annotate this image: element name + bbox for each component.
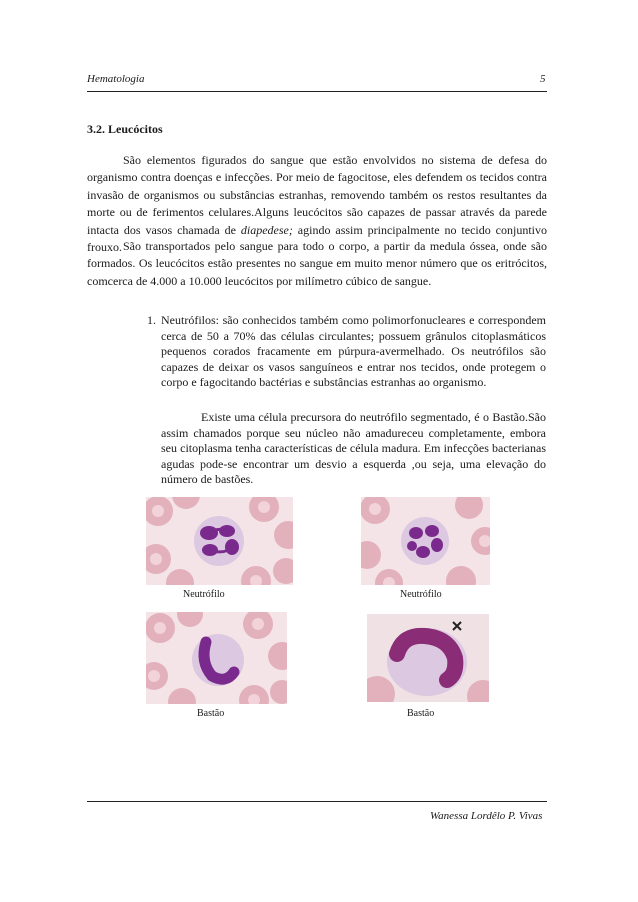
- footer-author: Wanessa Lordêlo P. Vivas: [430, 810, 543, 822]
- paragraph-text-end: agindo assim principalmente no tecido conjuntivo frouxo.: [87, 222, 548, 255]
- figure-caption: Neutrófilo: [400, 589, 442, 600]
- band-cell-image-1: [146, 612, 287, 704]
- figure-caption: Neutrófilo: [183, 589, 225, 600]
- list-item-neutrofilos: Neutrófilos: são conhecidos também como polimorfonucleares e correspondem cerca de 50 a 70% das células circulantes; possuem grânulos citoplasmáticos pequenos corados fracamente em púrpura-avermelhado. Os neutrófilos são capazes de deixar os vasos sanguíneos e entrar nos tecidos, onde protegem o corpo e fagocitando bactérias e substâncias estranhas ao organismo.: [161, 313, 546, 389]
- band-cell-micrograph-icon: [146, 612, 287, 704]
- paragraph-text: São elementos figurados do sangue que estão envolvidos no sistema de defesa do organismo contra doenças e infecções. Por meio de fagocitose, eles defendem os tecidos contra invasão de organismos ou substâncias estranhas, removendo também os restos resultantes da morte ou de ferimentos celulares.Alguns leucócitos são capazes de passar através da parede intacta dos vasos chamada de: [87, 153, 547, 237]
- footer-rule: [87, 801, 547, 802]
- neutrophil-image-1: [146, 497, 293, 585]
- list-item-number: 1.: [147, 313, 156, 327]
- paragraph-bastao: Existe uma célula precursora do neutrófilo segmentado, é o Bastão.São assim chamados porque seu núcleo não amadureceu completamente, embora seu citoplasma tenha características de célula madura. Em infecções bacterianas agudas pode-se encontrar um desvio a esquerda ,ou seja, uma elevação do número de bastões.: [161, 410, 546, 486]
- band-cell-micrograph-icon: [367, 614, 489, 702]
- page-number: 5: [540, 73, 546, 85]
- band-cell-image-2: [367, 614, 489, 702]
- header-rule: [87, 91, 547, 92]
- running-header-title: Hematologia: [87, 73, 145, 85]
- neutrophil-image-2: [361, 497, 490, 585]
- figure-caption: Bastão: [407, 708, 435, 719]
- section-title: 3.2. Leucócitos: [87, 122, 163, 136]
- neutrophil-micrograph-icon: [361, 497, 490, 585]
- paragraph-transport: São transportados pelo sangue para todo o corpo, a partir da medula óssea, onde são formados. Os leucócitos estão presentes no sangue em muito menor número que os eritrócitos, comcerca de 4.000 a 10.000 leucócitos por milímetro cúbico de sangue.: [87, 239, 547, 288]
- neutrophil-micrograph-icon: [146, 497, 293, 585]
- diapedese-term: diapedese;: [240, 222, 293, 237]
- figure-caption: Bastão: [197, 708, 225, 719]
